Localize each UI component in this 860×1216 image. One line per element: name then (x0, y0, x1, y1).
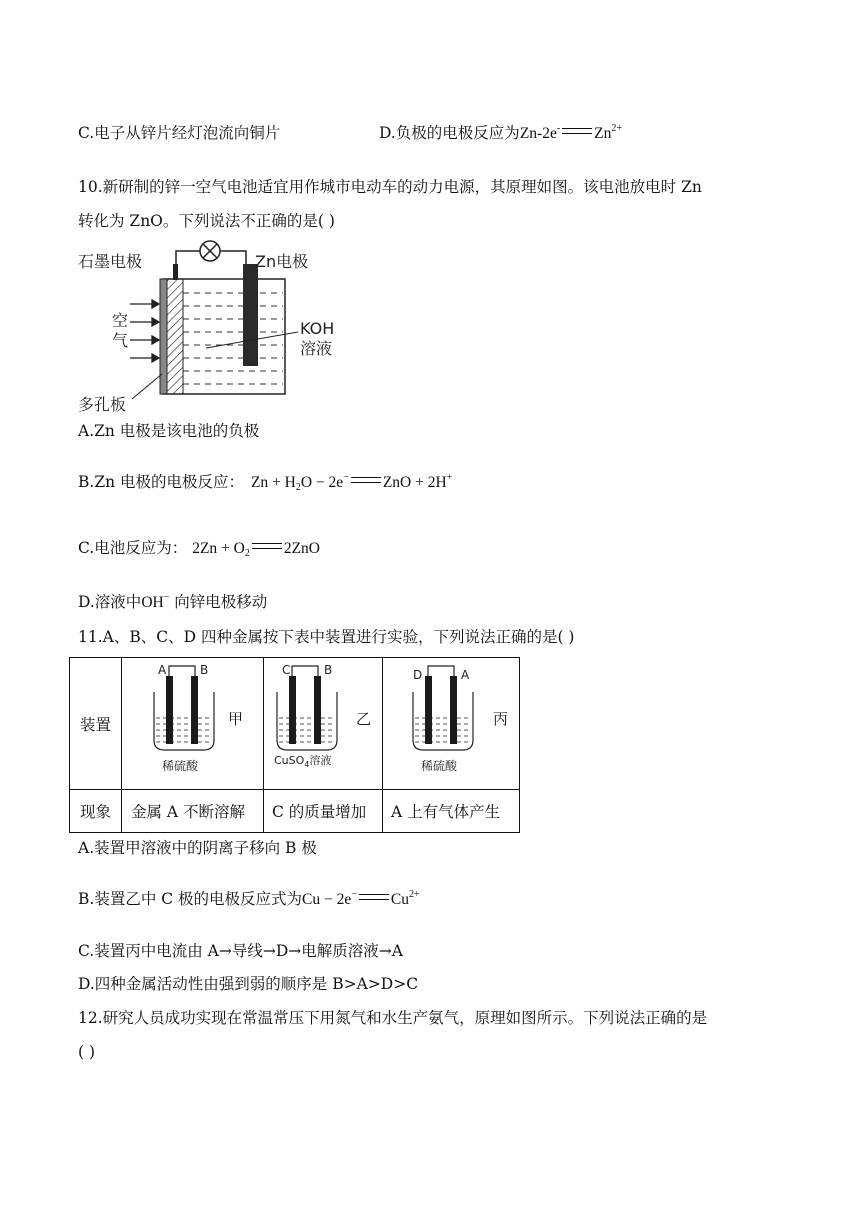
q11-option-c: C.装置丙中电流由 A→导线→D→电解质溶液→A (78, 942, 403, 960)
label-koh: KOH (300, 319, 335, 338)
electrode-label-right: B (324, 663, 333, 677)
label-porous-plate: 多孔板 (78, 395, 127, 414)
phenomenon-jia: 金属 A 不断溶解 (122, 790, 264, 833)
subscript: 2 (295, 482, 301, 493)
equals-sign (562, 128, 592, 134)
electrode-label-left: A (158, 663, 167, 677)
zn-electrode (243, 264, 258, 366)
q11-option-a: A.装置甲溶液中的阴离子移向 B 极 (78, 839, 317, 857)
solution-label: CuSO$_4$溶液 (274, 754, 332, 769)
phenomenon-bing: A 上有气体产生 (383, 790, 520, 833)
table-row-devices (70, 658, 520, 790)
option-prefix: C.电池反应为： (78, 539, 188, 557)
electrode-label-left: D (413, 668, 423, 682)
charge-sup: − (351, 889, 357, 900)
equation-part: O − 2e (300, 474, 344, 491)
equation-part: Zn + H (250, 474, 296, 491)
porous-plate (160, 279, 167, 394)
option-tail: 向锌电极移动 (169, 593, 268, 611)
q9-option-d-prefix: D.负极的电极反应为 (379, 124, 520, 142)
bulb-icon (200, 241, 220, 261)
ion: OH (141, 594, 164, 611)
solution-label: 稀硫酸 (421, 759, 458, 773)
label-air-2: 气 (112, 331, 129, 350)
label-air-1: 空 (112, 311, 129, 330)
equals-sign (252, 543, 282, 549)
option-prefix: D.溶液中 (78, 593, 142, 611)
equation-part: Cu − 2e (302, 891, 352, 908)
q10-stem-line2: 转化为 ZnO。下列说法不正确的是( ) (78, 212, 335, 230)
charge-sup: 2+ (409, 889, 420, 900)
q10-option-c (78, 538, 320, 559)
q11-stem: 11.A、B、C、D 四种金属按下表中装置进行实验，下列说法正确的是( ) (78, 628, 575, 646)
equation-rhs: Zn (594, 125, 612, 142)
equals-sign (359, 894, 389, 900)
q11-option-b (78, 889, 420, 910)
q10-option-a: A.Zn 电极是该电池的负极 (78, 422, 260, 440)
solution-label: 稀硫酸 (162, 759, 199, 773)
equation-part: Cu (390, 891, 409, 908)
label-graphite: 石墨电极 (78, 252, 143, 271)
option-prefix: B.装置乙中 C 极的电极反应式为 (78, 890, 303, 908)
device-cell-bing (383, 658, 520, 790)
device-name: 甲 (228, 710, 244, 728)
device-name: 乙 (356, 710, 372, 728)
graphite-electrode (167, 279, 183, 394)
device-cell-jia (122, 658, 264, 790)
label-solution: 溶液 (300, 339, 333, 358)
option-prefix: B.Zn 电极的电极反应： (78, 473, 244, 491)
q9-option-c: C.电子从锌片经灯泡流向铜片 (78, 124, 281, 142)
air-arrows (130, 300, 159, 362)
electrode-label-right: B (200, 663, 209, 677)
q10-stem-line1: 10.新研制的锌一空气电池适宜用作城市电动车的动力电源，其原理如图。该电池放电时 Zn (78, 178, 702, 196)
electrode-label-left: C (282, 663, 291, 677)
row-header-device: 装置 (70, 658, 122, 790)
equation-part: ZnO + 2H (382, 474, 447, 491)
q11-option-d: D.四种金属活动性由强到弱的顺序是 B>A>D>C (78, 975, 419, 993)
equation-lhs: Zn-2e (519, 125, 557, 142)
device-cell-yi (264, 658, 383, 790)
electrode-label-right: A (461, 668, 470, 682)
phenomenon-yi: C 的质量增加 (264, 790, 383, 833)
q9-option-d (379, 123, 622, 144)
equation-part: 2Zn + O (192, 540, 245, 557)
q10-option-b (78, 472, 452, 493)
q12-stem-line1: 12.研究人员成功实现在常温常压下用氮气和水生产氨气，原理如图所示。下列说法正确的是 (78, 1009, 708, 1027)
q12-stem-line2: ( ) (78, 1043, 96, 1061)
zinc-air-battery-figure (76, 236, 366, 416)
experiment-table (69, 657, 520, 833)
equation-part: 2ZnO (283, 540, 321, 557)
row-header-phenomenon: 现象 (70, 790, 122, 833)
charge-sup: - (556, 123, 561, 134)
equals-sign (351, 477, 381, 483)
charge-sup: + (446, 472, 453, 483)
q10-option-d (78, 592, 267, 613)
table-row-phenomena (70, 790, 520, 833)
charge-sup: − (163, 592, 170, 603)
charge-sup: − (343, 472, 349, 483)
label-zn-electrode: Zn电极 (255, 252, 309, 271)
charge-sup: 2+ (611, 123, 623, 134)
subscript: 2 (244, 548, 250, 559)
device-name: 丙 (493, 710, 509, 728)
